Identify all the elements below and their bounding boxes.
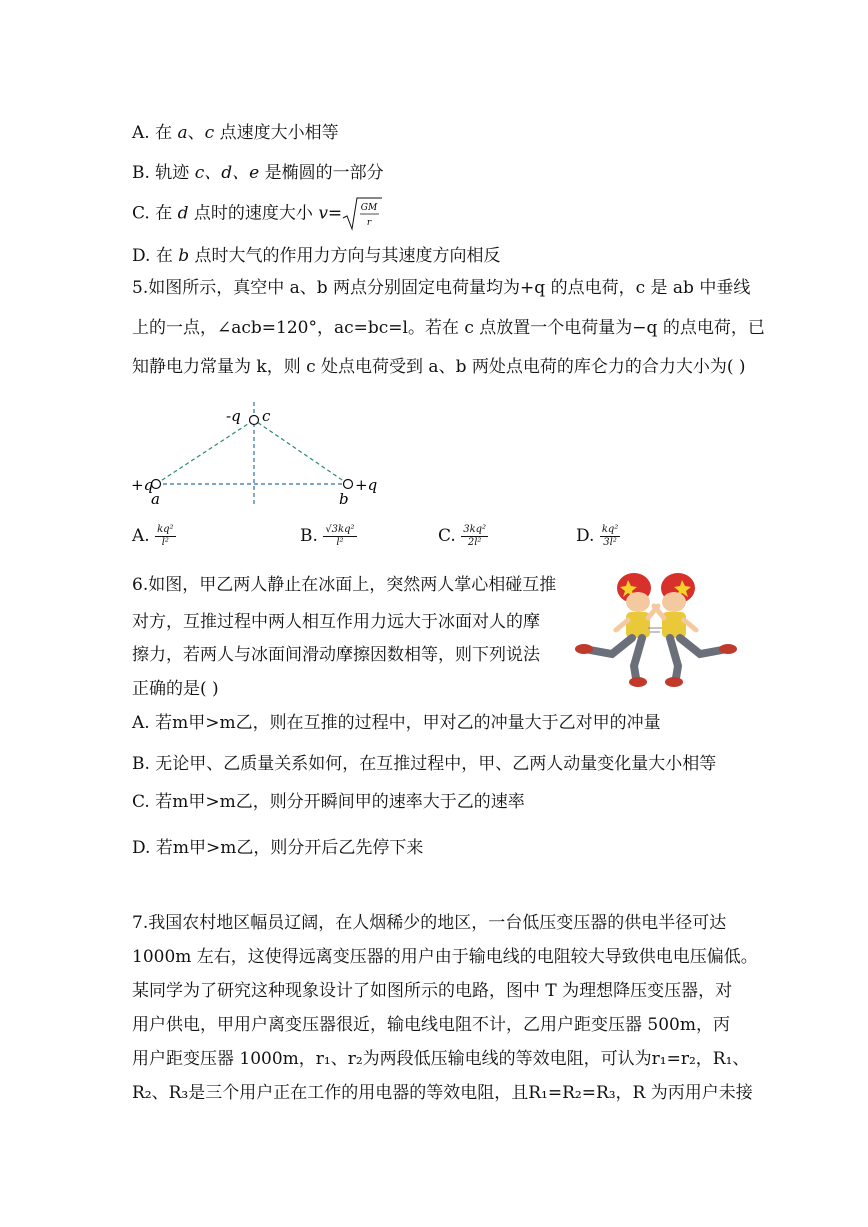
charge-b [344,480,353,489]
q4-option-a: A. 在 a、c 点速度大小相等 [132,123,339,143]
q7-line-5: 用户距变压器 1000m，r₁、r₂为两段低压输电线的等效电阻，可认为r₁=r₂，R₁、 [132,1049,750,1069]
q4-option-b: B. 轨迹 c、d、e 是椭圆的一部分 [132,163,384,183]
q5-option-a: A. $\frac{\text{kq²}}{\text{l²}}$ [132,524,174,548]
fraction: $\frac{\text{kq²}}{\text{l²}}$ [157,524,174,548]
fraction: $\frac{\text{kq²}}{\text{3l²}}$ [601,524,619,548]
sqrt-formula [342,196,382,232]
label-minus-q: -q [226,407,241,425]
q5-line-2: 上的一点，∠acb=120°，ac=bc=l。若在 c 点放置一个电荷量为−q 的点电荷，已 [132,318,765,338]
q5-line-1: 5.如图所示，真空中 a、b 两点分别固定电荷量均为+q 的点电荷，c 是 ab 中垂线 [132,278,751,298]
q6-line-1: 6.如图，甲乙两人静止在冰面上，突然两人掌心相碰互推 [132,575,557,595]
q7-line-1: 7.我国农村地区幅员辽阔，在人烟稀少的地区，一台低压变压器的供电半径可达 [132,913,727,933]
q4-option-c: C. 在 d 点时的速度大小 v= GM r [132,196,382,232]
q5-option-d: D. $\frac{\text{kq²}}{\text{3l²}}$ [576,524,619,548]
q5-option-b: B. $\frac{\text{√3kq²}}{\text{l²}}$ [300,524,355,548]
sqrt-denominator: r [367,218,372,228]
q7-line-6: R₂、R₃是三个用户正在工作的用电器的等效电阻，且R₁=R₂=R₃，R 为丙用户未接 [132,1083,753,1103]
line-ac [156,420,254,484]
q6-line-2: 对方，互推过程中两人相互作用力远大于冰面对人的摩 [132,612,540,632]
q5-charge-diagram [128,396,388,511]
label-left-plus-q: +q [131,476,154,494]
q5-option-c: C. $\frac{\text{3kq²}}{\text{2l²}}$ [438,524,487,548]
fraction: $\frac{\text{3kq²}}{\text{2l²}}$ [463,524,487,548]
charge-c [250,416,259,425]
q7-line-2: 1000m 左右，这使得远离变压器的用户由于输电线的电阻较大导致供电电压偏低。 [132,947,758,967]
fraction: $\frac{\text{√3kq²}}{\text{l²}}$ [325,524,355,548]
q6-line-4: 正确的是( ) [132,679,219,699]
q6-option-a: A. 若m甲>m乙，则在互推的过程中，甲对乙的冲量大于乙对甲的冲量 [132,713,661,733]
q6-option-c: C. 若m甲>m乙，则分开瞬间甲的速率大于乙的速率 [132,792,525,812]
q4-option-d: D. 在 b 点时大气的作用力方向与其速度方向相反 [132,246,501,266]
q7-line-3: 某同学为了研究这种现象设计了如图所示的电路，图中 T 为理想降压变压器，对 [132,981,733,1001]
right-skater [654,573,737,687]
sqrt-numerator: GM [360,203,378,213]
label-b: b [339,490,349,508]
label-a: a [151,490,160,508]
line-bc [254,420,348,484]
q7-line-4: 用户供电，甲用户离变压器很近，输电线电阻不计，乙用户距变压器 500m，丙 [132,1015,730,1035]
q6-line-3: 擦力，若两人与冰面间滑动摩擦因数相等，则下列说法 [132,645,540,665]
left-skater [575,573,658,687]
label-right-plus-q: +q [355,476,378,494]
q6-option-b: B. 无论甲、乙质量关系如何，在互推过程中，甲、乙两人动量变化量大小相等 [132,754,717,774]
skaters-illustration [572,566,740,690]
q6-option-d: D. 若m甲>m乙，则分开后乙先停下来 [132,838,424,858]
label-c: c [262,407,271,425]
q5-line-3: 知静电力常量为 k，则 c 处点电荷受到 a、b 两处点电荷的库仑力的合力大小为( ) [132,357,746,377]
